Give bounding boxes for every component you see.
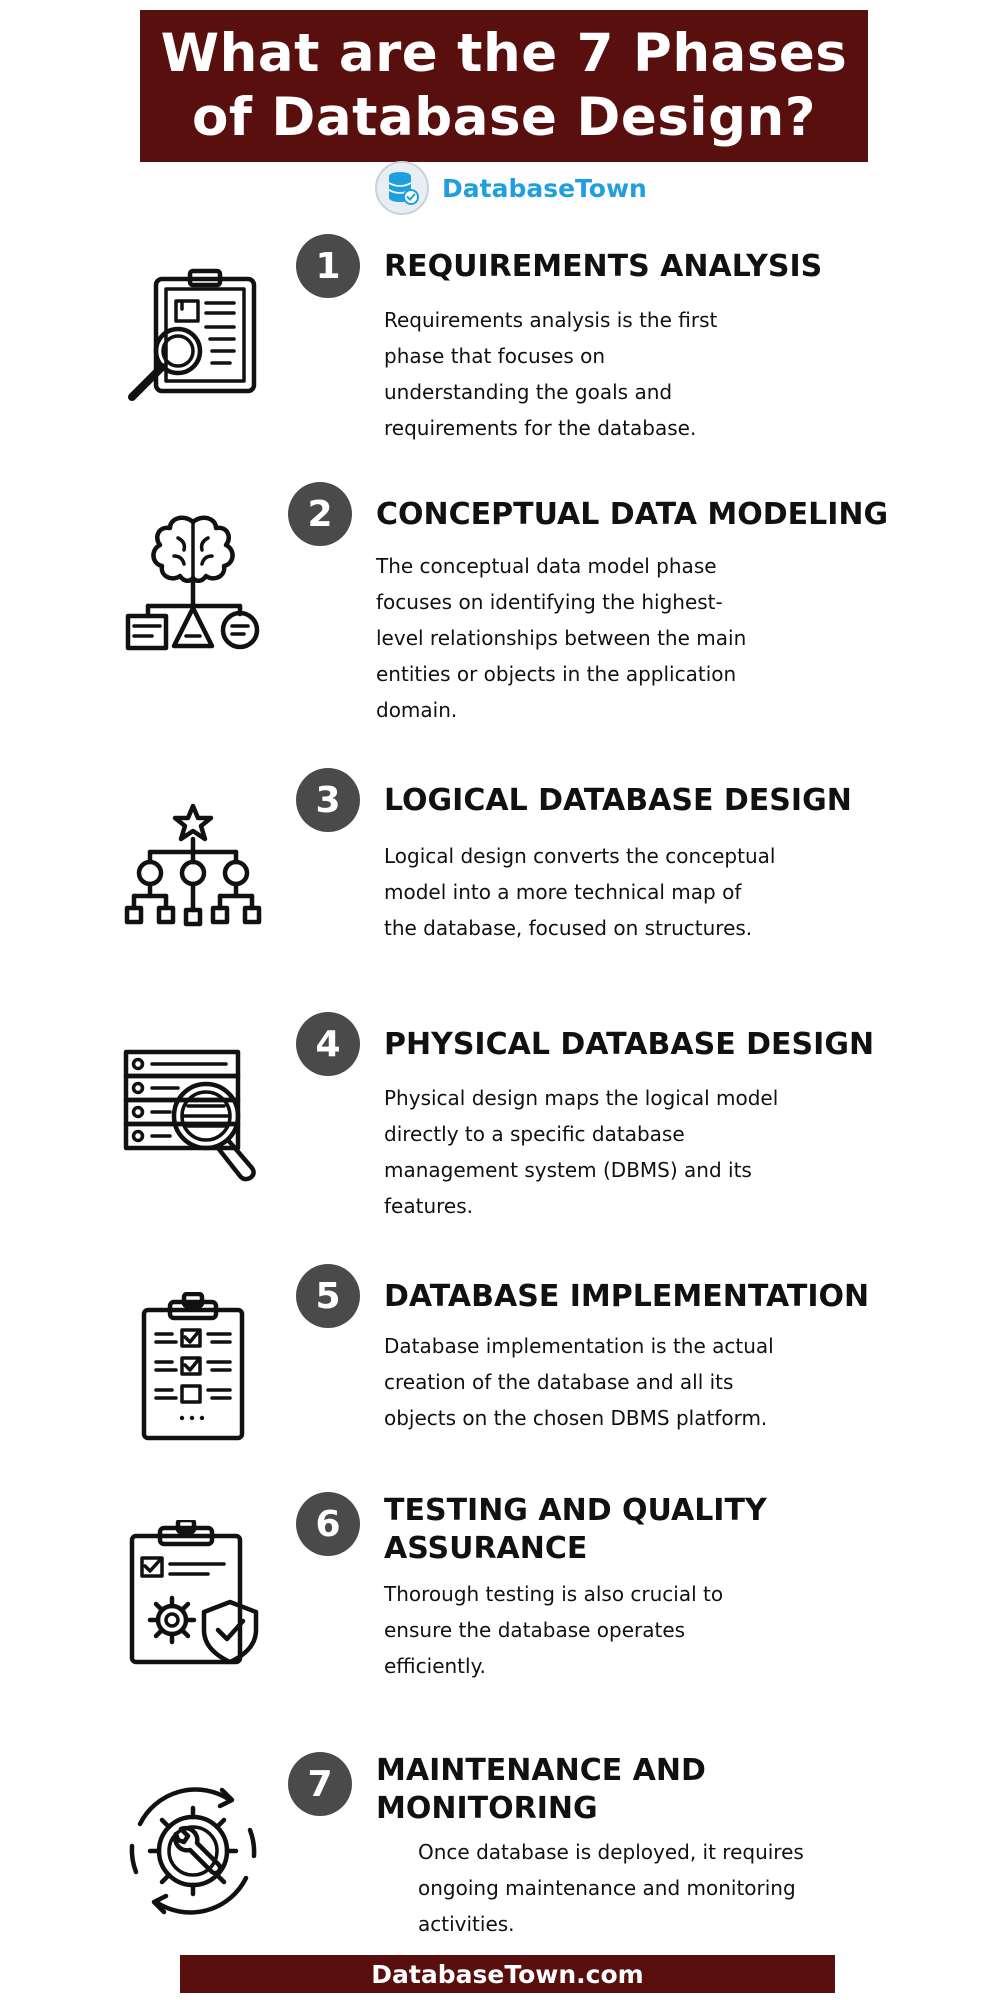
phase-number-badge: 7 (288, 1752, 352, 1816)
phase-description: Physical design maps the logical model directly to a specific database management system (DBMS) and its features. (384, 1086, 779, 1218)
clipboard-gear-shield-icon (118, 1520, 268, 1670)
phase-description: Logical design converts the conceptual model into a more technical map of the database, focused on structures. (384, 844, 776, 940)
title-banner (140, 10, 868, 162)
phase-title: TESTING AND QUALITY ASSURANCE (384, 1493, 767, 1566)
phase-title: REQUIREMENTS ANALYSIS (384, 249, 823, 284)
server-magnifier-icon (118, 1040, 268, 1190)
gear-wrench-cycle-icon (118, 1776, 268, 1926)
phase-number-badge: 6 (296, 1492, 360, 1556)
phase-number-badge: 3 (296, 768, 360, 832)
phase-title: PHYSICAL DATABASE DESIGN (384, 1027, 875, 1062)
phase-description: Once database is deployed, it requires ongoing maintenance and monitoring activities. (418, 1840, 804, 1936)
phase-number-badge: 5 (296, 1264, 360, 1328)
phase-title: LOGICAL DATABASE DESIGN (384, 783, 852, 818)
checklist-clipboard-icon (118, 1292, 268, 1442)
footer-banner (180, 1955, 835, 1993)
phase-description: The conceptual data model phase focuses on identifying the highest- level relationships between the main entities or objects in the application domain. (376, 554, 747, 722)
phase-number-badge: 4 (296, 1012, 360, 1076)
phase-description: Database implementation is the actual creation of the database and all its objects on the chosen DBMS platform. (384, 1334, 774, 1430)
phase-description: Thorough testing is also crucial to ensure the database operates efficiently. (384, 1582, 724, 1678)
database-cylinder-check-icon (374, 160, 430, 216)
page-title-line-2: of Database Design? (192, 87, 816, 148)
phase-description: Requirements analysis is the first phase that focuses on understanding the goals and requirements for the database. (384, 308, 718, 440)
phase-number-badge: 1 (296, 234, 360, 298)
page-title-line-1: What are the 7 Phases (160, 23, 848, 84)
brand (374, 160, 647, 216)
footer-website: DatabaseTown.com (371, 1959, 644, 1989)
brand-name: DatabaseTown (442, 173, 647, 203)
hierarchy-tree-icon (118, 800, 268, 950)
clipboard-magnifier-icon (120, 265, 270, 415)
phase-title: CONCEPTUAL DATA MODELING (376, 497, 889, 532)
phase-number-badge: 2 (288, 482, 352, 546)
phase-title: MAINTENANCE AND MONITORING (376, 1753, 706, 1826)
brain-diagram-icon (118, 510, 268, 660)
phase-title: DATABASE IMPLEMENTATION (384, 1279, 870, 1314)
